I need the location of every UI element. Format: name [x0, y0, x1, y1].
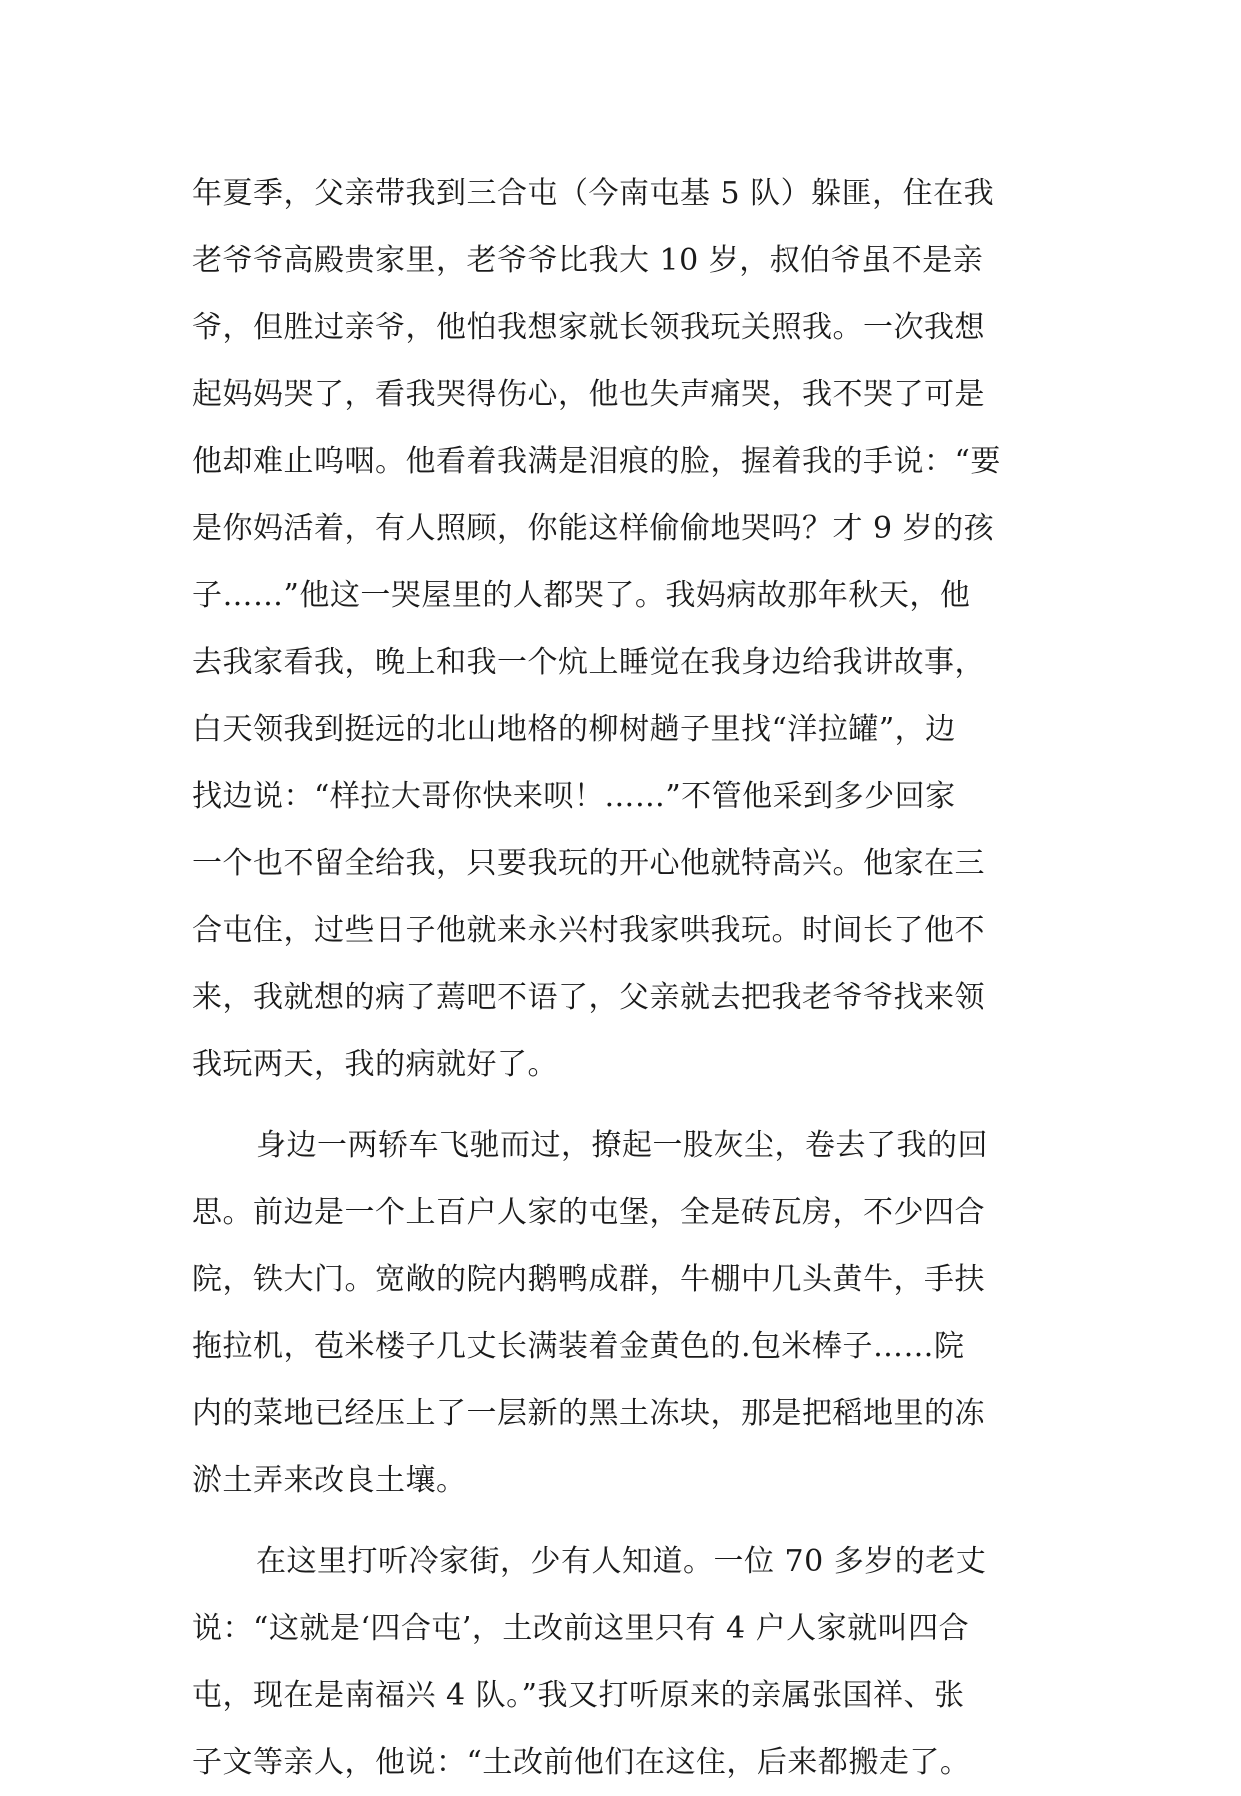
- text-line: 院，铁大门。宽敞的院内鹅鸭成群，牛棚中几头黄牛，手扶: [192, 1262, 985, 1297]
- text-line: 内的菜地已经压上了一层新的黑土冻块，那是把稻地里的冻: [192, 1396, 985, 1431]
- text-line: 思。前边是一个上百户人家的屯堡，全是砖瓦房，不少四合: [192, 1195, 985, 1230]
- text-line: 找边说：“样拉大哥你快来呗！……”不管他采到多少回家: [192, 779, 956, 814]
- text-line: 来，我就想的病了蔫吧不语了，父亲就去把我老爷爷找来领: [192, 980, 985, 1015]
- paragraph-2: [192, 1112, 1072, 1514]
- text-line: 去我家看我，晚上和我一个炕上睡觉在我身边给我讲故事，: [192, 645, 985, 680]
- text-line-indented: 身边一两轿车飞驰而过，撩起一股灰尘，卷去了我的回: [256, 1128, 988, 1163]
- text-line: 我玩两天，我的病就好了。: [192, 1047, 558, 1082]
- paragraph-1: [192, 160, 1072, 1098]
- text-line: 一个也不留全给我，只要我玩的开心他就特高兴。他家在三: [192, 846, 985, 881]
- text-line: 爷，但胜过亲爷，他怕我想家就长领我玩关照我。一次我想: [192, 310, 985, 345]
- text-line: 白天领我到挺远的北山地格的柳树趟子里找“洋拉罐”，边: [192, 712, 956, 747]
- text-line-indented: 在这里打听冷家街，少有人知道。一位 70 多岁的老丈: [256, 1544, 987, 1579]
- text-line: 起妈妈哭了，看我哭得伤心，他也失声痛哭，我不哭了可是: [192, 377, 985, 412]
- text-line: 年夏季，父亲带我到三合屯（今南屯基 5 队）躲匪，住在我: [192, 176, 995, 211]
- text-line: 是你妈活着，有人照顾，你能这样偷偷地哭吗？才 9 岁的孩: [192, 511, 995, 546]
- document-body: [192, 160, 1072, 1796]
- text-line: 子……”他这一哭屋里的人都哭了。我妈病故那年秋天，他: [192, 578, 971, 613]
- text-line: 子文等亲人，他说：“土改前他们在这住，后来都搬走了。: [192, 1745, 971, 1780]
- text-line: 说：“这就是‘四合屯’，土改前这里只有 4 户人家就叫四合: [192, 1611, 970, 1646]
- text-line: 他却难止呜咽。他看着我满是泪痕的脸，握着我的手说：“要: [192, 444, 1001, 479]
- text-line: 屯，现在是南福兴 4 队。”我又打听原来的亲属张国祥、张: [192, 1678, 965, 1713]
- paragraph-3: [192, 1528, 1072, 1796]
- text-line: 淤土弄来改良土壤。: [192, 1463, 467, 1498]
- text-line: 老爷爷高殿贵家里，老爷爷比我大 10 岁，叔伯爷虽不是亲: [192, 243, 984, 278]
- text-line: 合屯住，过些日子他就来永兴村我家哄我玩。时间长了他不: [192, 913, 985, 948]
- text-line: 拖拉机，苞米楼子几丈长满装着金黄色的.包米棒子……院: [192, 1329, 965, 1364]
